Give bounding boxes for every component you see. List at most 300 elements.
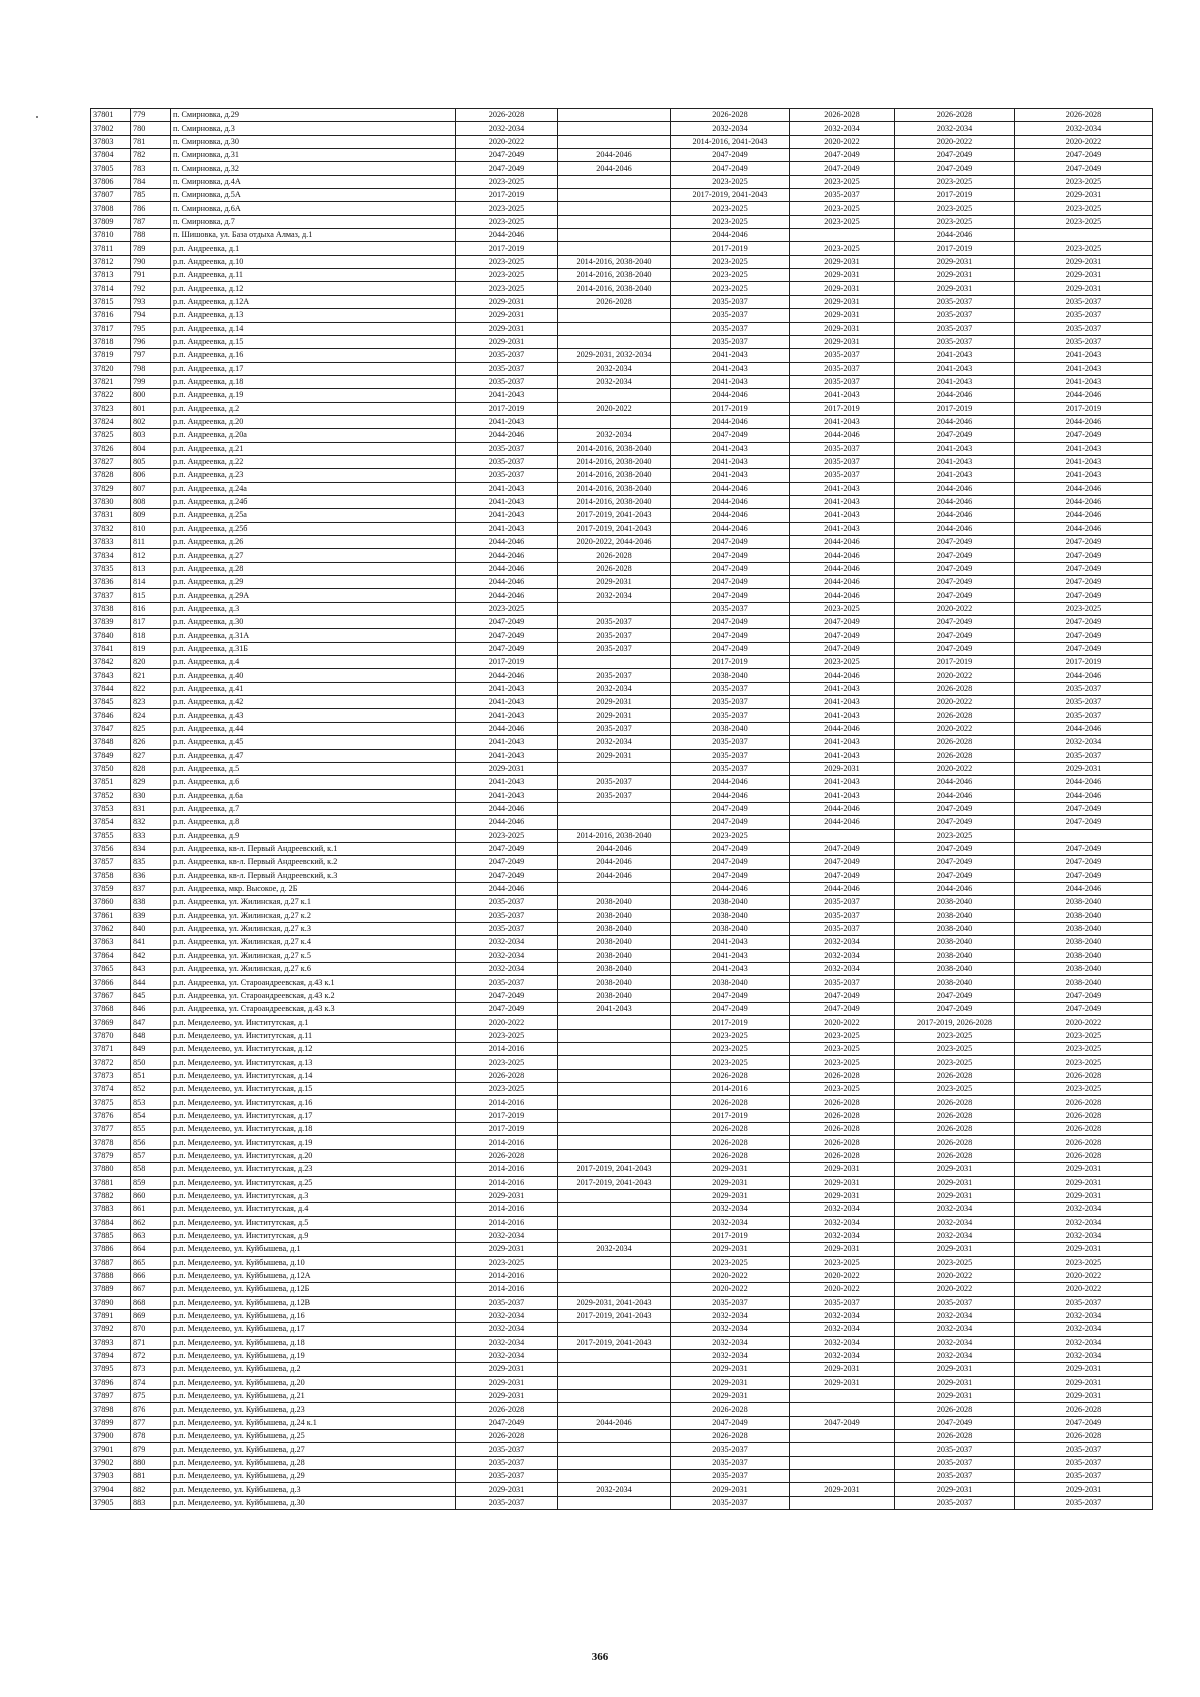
period-cell-1: 2023-2025 (456, 602, 558, 615)
period-cell-2 (558, 1189, 671, 1202)
period-cell-5: 2035-2037 (895, 309, 1015, 322)
table-row (91, 589, 1153, 602)
period-cell-4: 2047-2049 (790, 856, 895, 869)
period-cell-5: 2035-2037 (895, 1456, 1015, 1469)
table-row (91, 869, 1153, 882)
period-cell-6: 2047-2049 (1015, 576, 1153, 589)
period-cell-4: 2029-2031 (790, 309, 895, 322)
period-cell-5: 2047-2049 (895, 149, 1015, 162)
row-id-cell: 37870 (91, 1029, 131, 1042)
address-cell: р.п. Андреевка, д.11 (171, 269, 456, 282)
address-cell: р.п. Менделеево, ул. Институтская, д.12 (171, 1043, 456, 1056)
period-cell-1: 2017-2019 (456, 402, 558, 415)
row-id-cell: 37831 (91, 509, 131, 522)
period-cell-1: 2014-2016 (456, 1203, 558, 1216)
table-row (91, 562, 1153, 575)
period-cell-1: 2047-2049 (456, 869, 558, 882)
row-number-cell: 785 (131, 189, 171, 202)
period-cell-5: 2026-2028 (895, 1109, 1015, 1122)
period-cell-1: 2032-2034 (456, 1229, 558, 1242)
period-cell-5: 2035-2037 (895, 1496, 1015, 1509)
address-cell: р.п. Андреевка, д.12А (171, 295, 456, 308)
period-cell-1: 2035-2037 (456, 922, 558, 935)
period-cell-6: 2047-2049 (1015, 842, 1153, 855)
period-cell-2: 2014-2016, 2038-2040 (558, 469, 671, 482)
period-cell-5: 2023-2025 (895, 1043, 1015, 1056)
period-cell-1: 2047-2049 (456, 1416, 558, 1429)
period-cell-1: 2044-2046 (456, 549, 558, 562)
period-cell-1: 2023-2025 (456, 215, 558, 228)
period-cell-5: 2029-2031 (895, 1483, 1015, 1496)
period-cell-2 (558, 1470, 671, 1483)
period-cell-6: 2029-2031 (1015, 762, 1153, 775)
period-cell-2: 2020-2022 (558, 402, 671, 415)
period-cell-3: 2023-2025 (671, 1029, 790, 1042)
address-cell: р.п. Андреевка, д.30 (171, 616, 456, 629)
address-cell: р.п. Андреевка, д.47 (171, 749, 456, 762)
period-cell-1: 2029-2031 (456, 335, 558, 348)
period-cell-5: 2020-2022 (895, 1283, 1015, 1296)
period-cell-6: 2032-2034 (1015, 1323, 1153, 1336)
period-cell-6: 2029-2031 (1015, 1390, 1153, 1403)
row-id-cell: 37887 (91, 1256, 131, 1269)
period-cell-5: 2044-2046 (895, 789, 1015, 802)
period-cell-4: 2041-2043 (790, 495, 895, 508)
period-cell-5: 2032-2034 (895, 1349, 1015, 1362)
row-id-cell: 37877 (91, 1123, 131, 1136)
period-cell-3: 2047-2049 (671, 856, 790, 869)
period-cell-5: 2023-2025 (895, 175, 1015, 188)
table-row (91, 776, 1153, 789)
period-cell-3: 2023-2025 (671, 202, 790, 215)
period-cell-3: 2041-2043 (671, 442, 790, 455)
address-cell: р.п. Менделеево, ул. Институтская, д.20 (171, 1149, 456, 1162)
period-cell-5: 2029-2031 (895, 1189, 1015, 1202)
period-cell-5: 2035-2037 (895, 1296, 1015, 1309)
row-id-cell: 37895 (91, 1363, 131, 1376)
row-number-cell: 855 (131, 1123, 171, 1136)
period-cell-6: 2023-2025 (1015, 1256, 1153, 1269)
period-cell-3: 2047-2049 (671, 1416, 790, 1429)
period-cell-6: 2032-2034 (1015, 736, 1153, 749)
table-row (91, 1309, 1153, 1322)
table-row (91, 616, 1153, 629)
period-cell-4: 2035-2037 (790, 455, 895, 468)
row-id-cell: 37834 (91, 549, 131, 562)
period-cell-3: 2026-2028 (671, 1136, 790, 1149)
period-cell-6: 2032-2034 (1015, 1229, 1153, 1242)
period-cell-1: 2035-2037 (456, 1470, 558, 1483)
period-cell-3: 2017-2019 (671, 1109, 790, 1122)
period-cell-4: 2047-2049 (790, 842, 895, 855)
period-cell-4: 2047-2049 (790, 629, 895, 642)
row-number-cell: 834 (131, 842, 171, 855)
period-cell-1: 2017-2019 (456, 189, 558, 202)
table-row (91, 1496, 1153, 1509)
table-row (91, 722, 1153, 735)
period-cell-4: 2035-2037 (790, 349, 895, 362)
period-cell-3: 2017-2019 (671, 1016, 790, 1029)
row-number-cell: 823 (131, 696, 171, 709)
address-cell: р.п. Андреевка, ул. Староандреевская, д.43 к.3 (171, 1003, 456, 1016)
row-number-cell: 839 (131, 909, 171, 922)
period-cell-4: 2035-2037 (790, 469, 895, 482)
table-row (91, 1283, 1153, 1296)
period-cell-5: 2029-2031 (895, 269, 1015, 282)
period-cell-6: 2047-2049 (1015, 642, 1153, 655)
row-id-cell: 37896 (91, 1376, 131, 1389)
period-cell-5: 2047-2049 (895, 562, 1015, 575)
period-cell-4: 2032-2034 (790, 1349, 895, 1362)
period-cell-1: 2023-2025 (456, 175, 558, 188)
address-cell: р.п. Андреевка, д.19 (171, 389, 456, 402)
period-cell-5: 2032-2034 (895, 1216, 1015, 1229)
table-row (91, 282, 1153, 295)
period-cell-5: 2029-2031 (895, 1363, 1015, 1376)
table-row (91, 909, 1153, 922)
address-cell: р.п. Андреевка, д.25б (171, 522, 456, 535)
period-cell-4: 2020-2022 (790, 1016, 895, 1029)
period-cell-6: 2029-2031 (1015, 1483, 1153, 1496)
row-number-cell: 835 (131, 856, 171, 869)
period-cell-4: 2035-2037 (790, 189, 895, 202)
period-cell-6: 2026-2028 (1015, 109, 1153, 122)
period-cell-3: 2047-2049 (671, 162, 790, 175)
period-cell-5: 2035-2037 (895, 1443, 1015, 1456)
table-row (91, 122, 1153, 135)
period-cell-3: 2029-2031 (671, 1243, 790, 1256)
period-cell-4: 2041-2043 (790, 682, 895, 695)
period-cell-2 (558, 1349, 671, 1362)
period-cell-4: 2047-2049 (790, 989, 895, 1002)
period-cell-4: 2026-2028 (790, 1109, 895, 1122)
period-cell-4: 2035-2037 (790, 896, 895, 909)
period-cell-1: 2035-2037 (456, 1456, 558, 1469)
row-id-cell: 37852 (91, 789, 131, 802)
row-id-cell: 37842 (91, 656, 131, 669)
period-cell-5: 2047-2049 (895, 1003, 1015, 1016)
period-cell-5: 2032-2034 (895, 1336, 1015, 1349)
row-number-cell: 856 (131, 1136, 171, 1149)
period-cell-5: 2044-2046 (895, 522, 1015, 535)
period-cell-3: 2035-2037 (671, 762, 790, 775)
period-cell-1: 2029-2031 (456, 1390, 558, 1403)
period-cell-6: 2035-2037 (1015, 696, 1153, 709)
period-cell-4 (790, 1496, 895, 1509)
period-cell-6: 2029-2031 (1015, 1243, 1153, 1256)
table-row (91, 802, 1153, 815)
period-cell-2: 2029-2031 (558, 709, 671, 722)
table-row (91, 522, 1153, 535)
row-number-cell: 815 (131, 589, 171, 602)
row-number-cell: 820 (131, 656, 171, 669)
period-cell-3: 2041-2043 (671, 349, 790, 362)
table-row (91, 255, 1153, 268)
period-cell-2 (558, 1323, 671, 1336)
period-cell-6: 2041-2043 (1015, 442, 1153, 455)
period-cell-3: 2026-2028 (671, 1069, 790, 1082)
row-number-cell: 791 (131, 269, 171, 282)
period-cell-5: 2041-2043 (895, 455, 1015, 468)
period-cell-5: 2038-2040 (895, 896, 1015, 909)
period-cell-1: 2014-2016 (456, 1043, 558, 1056)
period-cell-6: 2032-2034 (1015, 1349, 1153, 1362)
period-cell-4: 2023-2025 (790, 175, 895, 188)
period-cell-3: 2035-2037 (671, 749, 790, 762)
period-cell-2 (558, 202, 671, 215)
table-row (91, 536, 1153, 549)
period-cell-3: 2029-2031 (671, 1189, 790, 1202)
period-cell-4: 2029-2031 (790, 255, 895, 268)
row-id-cell: 37863 (91, 936, 131, 949)
table-row (91, 856, 1153, 869)
period-cell-6: 2044-2046 (1015, 722, 1153, 735)
table-row (91, 1069, 1153, 1082)
period-cell-6: 2038-2040 (1015, 896, 1153, 909)
row-number-cell: 845 (131, 989, 171, 1002)
table-row (91, 949, 1153, 962)
period-cell-2 (558, 1390, 671, 1403)
period-cell-5: 2026-2028 (895, 682, 1015, 695)
period-cell-1: 2044-2046 (456, 669, 558, 682)
table-row (91, 455, 1153, 468)
period-cell-3: 2035-2037 (671, 1456, 790, 1469)
period-cell-5: 2047-2049 (895, 549, 1015, 562)
period-cell-4: 2026-2028 (790, 1069, 895, 1082)
period-cell-6: 2029-2031 (1015, 1176, 1153, 1189)
period-cell-3: 2047-2049 (671, 642, 790, 655)
period-cell-4: 2044-2046 (790, 722, 895, 735)
period-cell-2: 2026-2028 (558, 562, 671, 575)
table-row (91, 402, 1153, 415)
period-cell-5: 2026-2028 (895, 1149, 1015, 1162)
address-cell: п. Смирновка, д.30 (171, 135, 456, 148)
row-number-cell: 841 (131, 936, 171, 949)
address-cell: р.п. Андреевка, ул. Жилинская, д.27 к.2 (171, 909, 456, 922)
period-cell-6: 2035-2037 (1015, 1470, 1153, 1483)
row-number-cell: 847 (131, 1016, 171, 1029)
period-cell-1: 2032-2034 (456, 1336, 558, 1349)
row-number-cell: 863 (131, 1229, 171, 1242)
row-number-cell: 848 (131, 1029, 171, 1042)
address-cell: р.п. Менделеево, ул. Институтская, д.15 (171, 1083, 456, 1096)
period-cell-6: 2026-2028 (1015, 1096, 1153, 1109)
row-number-cell: 864 (131, 1243, 171, 1256)
table-row (91, 1149, 1153, 1162)
period-cell-1: 2017-2019 (456, 1123, 558, 1136)
row-id-cell: 37869 (91, 1016, 131, 1029)
table-row (91, 1096, 1153, 1109)
row-number-cell: 802 (131, 415, 171, 428)
table-row (91, 1109, 1153, 1122)
period-cell-4 (790, 229, 895, 242)
period-cell-2: 2044-2046 (558, 149, 671, 162)
period-cell-1: 2014-2016 (456, 1283, 558, 1296)
address-cell: р.п. Менделеево, ул. Куйбышева, д.30 (171, 1496, 456, 1509)
address-cell: р.п. Андреевка, д.27 (171, 549, 456, 562)
period-cell-5: 2023-2025 (895, 1256, 1015, 1269)
period-cell-4: 2026-2028 (790, 1123, 895, 1136)
period-cell-5: 2017-2019 (895, 656, 1015, 669)
table-row (91, 1043, 1153, 1056)
address-cell: р.п. Андреевка, д.15 (171, 335, 456, 348)
row-number-cell: 786 (131, 202, 171, 215)
period-cell-4: 2023-2025 (790, 1083, 895, 1096)
row-number-cell: 801 (131, 402, 171, 415)
period-cell-1: 2041-2043 (456, 682, 558, 695)
row-id-cell: 37882 (91, 1189, 131, 1202)
period-cell-2: 2029-2031 (558, 696, 671, 709)
table-row (91, 135, 1153, 148)
table-row (91, 669, 1153, 682)
row-id-cell: 37821 (91, 375, 131, 388)
period-cell-2 (558, 1096, 671, 1109)
period-cell-3: 2026-2028 (671, 1123, 790, 1136)
period-cell-2 (558, 802, 671, 815)
address-cell: р.п. Андреевка, д.20 (171, 415, 456, 428)
period-cell-5: 2026-2028 (895, 736, 1015, 749)
address-cell: р.п. Андреевка, д.3 (171, 602, 456, 615)
period-cell-1: 2044-2046 (456, 429, 558, 442)
period-cell-2: 2038-2040 (558, 909, 671, 922)
row-id-cell: 37827 (91, 455, 131, 468)
period-cell-3: 2047-2049 (671, 1003, 790, 1016)
period-cell-5: 2026-2028 (895, 109, 1015, 122)
table-row (91, 1390, 1153, 1403)
address-cell: р.п. Андреевка, д.7 (171, 802, 456, 815)
table-row (91, 335, 1153, 348)
address-cell: р.п. Андреевка, д.43 (171, 709, 456, 722)
period-cell-5: 2047-2049 (895, 816, 1015, 829)
period-cell-3: 2029-2031 (671, 1390, 790, 1403)
table-row (91, 229, 1153, 242)
row-number-cell: 878 (131, 1430, 171, 1443)
row-id-cell: 37854 (91, 816, 131, 829)
address-cell: п. Смирновка, д.7 (171, 215, 456, 228)
row-number-cell: 836 (131, 869, 171, 882)
row-number-cell: 787 (131, 215, 171, 228)
row-number-cell: 818 (131, 629, 171, 642)
period-cell-1: 2041-2043 (456, 482, 558, 495)
period-cell-4: 2032-2034 (790, 1216, 895, 1229)
period-cell-1: 2035-2037 (456, 896, 558, 909)
period-cell-2 (558, 322, 671, 335)
row-number-cell: 816 (131, 602, 171, 615)
period-cell-1: 2047-2049 (456, 989, 558, 1002)
table-row (91, 696, 1153, 709)
row-id-cell: 37820 (91, 362, 131, 375)
period-cell-4: 2044-2046 (790, 429, 895, 442)
address-cell: р.п. Менделеево, ул. Куйбышева, д.19 (171, 1349, 456, 1362)
period-cell-2: 2035-2037 (558, 616, 671, 629)
period-cell-5: 2026-2028 (895, 1123, 1015, 1136)
row-id-cell: 37856 (91, 842, 131, 855)
row-number-cell: 861 (131, 1203, 171, 1216)
address-cell: р.п. Андреевка, д.29 (171, 576, 456, 589)
table-row (91, 1456, 1153, 1469)
table-row (91, 1003, 1153, 1016)
address-cell: п. Смирновка, д.6А (171, 202, 456, 215)
table-row (91, 109, 1153, 122)
table-row (91, 362, 1153, 375)
row-id-cell: 37873 (91, 1069, 131, 1082)
table-row (91, 1163, 1153, 1176)
row-id-cell: 37902 (91, 1456, 131, 1469)
period-cell-6: 2047-2049 (1015, 856, 1153, 869)
period-cell-3: 2029-2031 (671, 1483, 790, 1496)
period-cell-6: 2044-2046 (1015, 509, 1153, 522)
period-cell-6: 2023-2025 (1015, 1029, 1153, 1042)
period-cell-3: 2032-2034 (671, 1349, 790, 1362)
period-cell-6: 2035-2037 (1015, 335, 1153, 348)
period-cell-6: 2035-2037 (1015, 295, 1153, 308)
table-row (91, 549, 1153, 562)
row-id-cell: 37810 (91, 229, 131, 242)
period-cell-5: 2017-2019 (895, 189, 1015, 202)
period-cell-1: 2020-2022 (456, 1016, 558, 1029)
period-cell-2 (558, 175, 671, 188)
period-cell-3: 2035-2037 (671, 322, 790, 335)
repair-schedule-table (90, 108, 1153, 1510)
period-cell-6: 2035-2037 (1015, 1456, 1153, 1469)
period-cell-5: 2041-2043 (895, 469, 1015, 482)
address-cell: р.п. Менделеево, ул. Куйбышева, д.12А (171, 1269, 456, 1282)
row-id-cell: 37803 (91, 135, 131, 148)
period-cell-5: 2029-2031 (895, 255, 1015, 268)
period-cell-6: 2029-2031 (1015, 282, 1153, 295)
address-cell: р.п. Андреевка, ул. Жилинская, д.27 к.6 (171, 963, 456, 976)
period-cell-6: 2038-2040 (1015, 909, 1153, 922)
period-cell-4 (790, 1403, 895, 1416)
row-number-cell: 867 (131, 1283, 171, 1296)
period-cell-3: 2026-2028 (671, 109, 790, 122)
table-row (91, 1430, 1153, 1443)
row-number-cell: 830 (131, 789, 171, 802)
period-cell-2 (558, 1069, 671, 1082)
address-cell: р.п. Менделеево, ул. Институтская, д.9 (171, 1229, 456, 1242)
row-number-cell: 805 (131, 455, 171, 468)
row-number-cell: 827 (131, 749, 171, 762)
period-cell-2 (558, 1056, 671, 1069)
period-cell-1: 2047-2049 (456, 842, 558, 855)
period-cell-2 (558, 1203, 671, 1216)
period-cell-1: 2041-2043 (456, 709, 558, 722)
row-number-cell: 840 (131, 922, 171, 935)
address-cell: р.п. Менделеево, ул. Куйбышева, д.29 (171, 1470, 456, 1483)
row-id-cell: 37881 (91, 1176, 131, 1189)
period-cell-3: 2020-2022 (671, 1283, 790, 1296)
row-id-cell: 37826 (91, 442, 131, 455)
period-cell-4: 2044-2046 (790, 562, 895, 575)
period-cell-4: 2047-2049 (790, 1003, 895, 1016)
period-cell-2: 2017-2019, 2041-2043 (558, 522, 671, 535)
table-row (91, 509, 1153, 522)
row-number-cell: 803 (131, 429, 171, 442)
address-cell: р.п. Менделеево, ул. Институтская, д.3 (171, 1189, 456, 1202)
scan-speck (36, 116, 38, 118)
period-cell-6: 2026-2028 (1015, 1136, 1153, 1149)
address-cell: р.п. Менделеево, ул. Куйбышева, д.10 (171, 1256, 456, 1269)
row-id-cell: 37897 (91, 1390, 131, 1403)
period-cell-4: 2026-2028 (790, 1149, 895, 1162)
address-cell: р.п. Андреевка, д.8 (171, 816, 456, 829)
period-cell-1: 2017-2019 (456, 242, 558, 255)
period-cell-6: 2047-2049 (1015, 589, 1153, 602)
table-row (91, 469, 1153, 482)
period-cell-2: 2038-2040 (558, 976, 671, 989)
row-number-cell: 799 (131, 375, 171, 388)
row-id-cell: 37840 (91, 629, 131, 642)
